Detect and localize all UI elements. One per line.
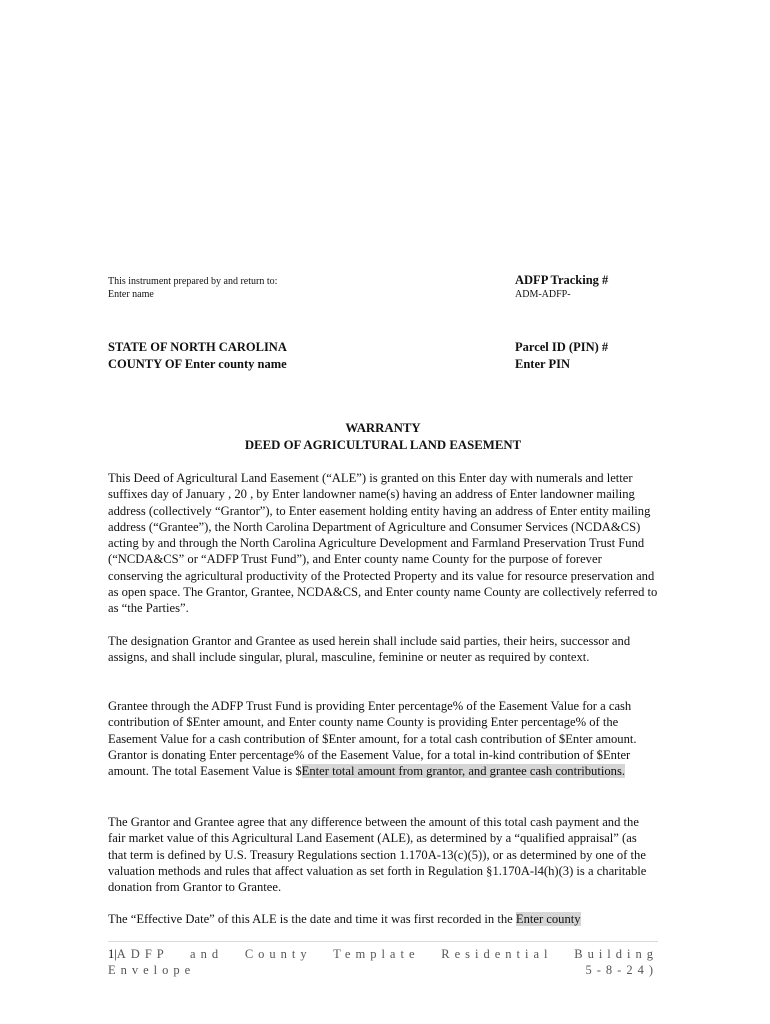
document-title-line2: DEED OF AGRICULTURAL LAND EASEMENT bbox=[244, 438, 522, 452]
paragraph-effective-date bbox=[108, 911, 658, 927]
footer-template-name: ADFP and County Template Residential Building Envelope bbox=[108, 947, 658, 977]
paragraph-designation: The designation Grantor and Grantee as used herein shall include said parties, their heirs, successor and assigns, and shall include singular, plural, masculine, feminine or neuter as required by context. bbox=[108, 634, 631, 665]
parcel-value[interactable]: Enter PIN bbox=[515, 357, 570, 371]
parcel-label: Parcel ID (PIN) # bbox=[515, 340, 609, 354]
effective-date-text: The “Effective Date” of this ALE is the date and time it was first recorded in the bbox=[108, 912, 516, 926]
prepared-name-field[interactable]: Enter name bbox=[108, 289, 154, 300]
total-amount-field[interactable]: Enter total amount from grantor, and grantee cash contributions. bbox=[301, 764, 625, 779]
footer-divider bbox=[108, 941, 658, 942]
footer-version: 5-8-24) bbox=[585, 963, 658, 977]
page-footer bbox=[108, 946, 658, 978]
page-number: 1 bbox=[108, 947, 115, 961]
document-title-line1: WARRANTY bbox=[345, 421, 421, 435]
tracking-label: ADFP Tracking # bbox=[515, 273, 609, 287]
state-heading: STATE OF NORTH CAROLINA bbox=[108, 340, 287, 354]
paragraph-grant: This Deed of Agricultural Land Easement (“ALE”) is granted on this Enter day with numerals and letter suffixes day of January , 20 , by Enter landowner name(s) having an address of Enter landowner mailing address (collectively “Grantor”), to Enter easement holding entity having an address of Enter entity mailing address (“Grantee”), the North Carolina Department of Agriculture and Consumer Services (NCDA&CS) acting by and through the North Carolina Agriculture Development and Farmland Preservation Trust Fund (“NCDA&CS” or “ADFP Trust Fund”), and Enter county name County for the purpose of forever conserving the agricultural productivity of the Protected Property and its value for resource preservation and as open space. The Grantor, Grantee, NCDA&CS, and Enter county name County are collectively referred to as “the Parties”. bbox=[108, 471, 658, 616]
county-heading[interactable]: COUNTY OF Enter county name bbox=[108, 357, 287, 371]
paragraph-contributions bbox=[108, 698, 658, 779]
tracking-value[interactable]: ADM-ADFP- bbox=[515, 289, 571, 300]
footer-separator: | bbox=[114, 947, 117, 961]
paragraph-valuation: The Grantor and Grantee agree that any difference between the amount of this total cash payment and the fair market value of this Agricultural Land Easement (ALE), as determined by a “qualified appraisal” (as that term is defined by U.S. Treasury Regulations section 1.170A-13(c)(5)), or as determined by one of the valuation methods and rules that affect valuation as set forth in Regulation §1.170A-l4(h)(3) is a charitable donation from Grantor to Grantee. bbox=[108, 815, 647, 895]
prepared-by-label: This instrument prepared by and return to: bbox=[108, 276, 278, 287]
county-field[interactable]: Enter county bbox=[515, 912, 581, 926]
contributions-text: Grantee through the ADFP Trust Fund is providing Enter percentage% of the Easement Value for a cash contribution of $Enter amount, and Enter county name County is providing Enter percentage% of the Easement Value for a cash contribution of $Enter amount, for a total cash contribution of $Enter amount. Grantor is donating Enter percentage% of the Easement Value, for a total in-kind contribution of $Enter amount. The total Easement Value is $ bbox=[108, 699, 637, 779]
